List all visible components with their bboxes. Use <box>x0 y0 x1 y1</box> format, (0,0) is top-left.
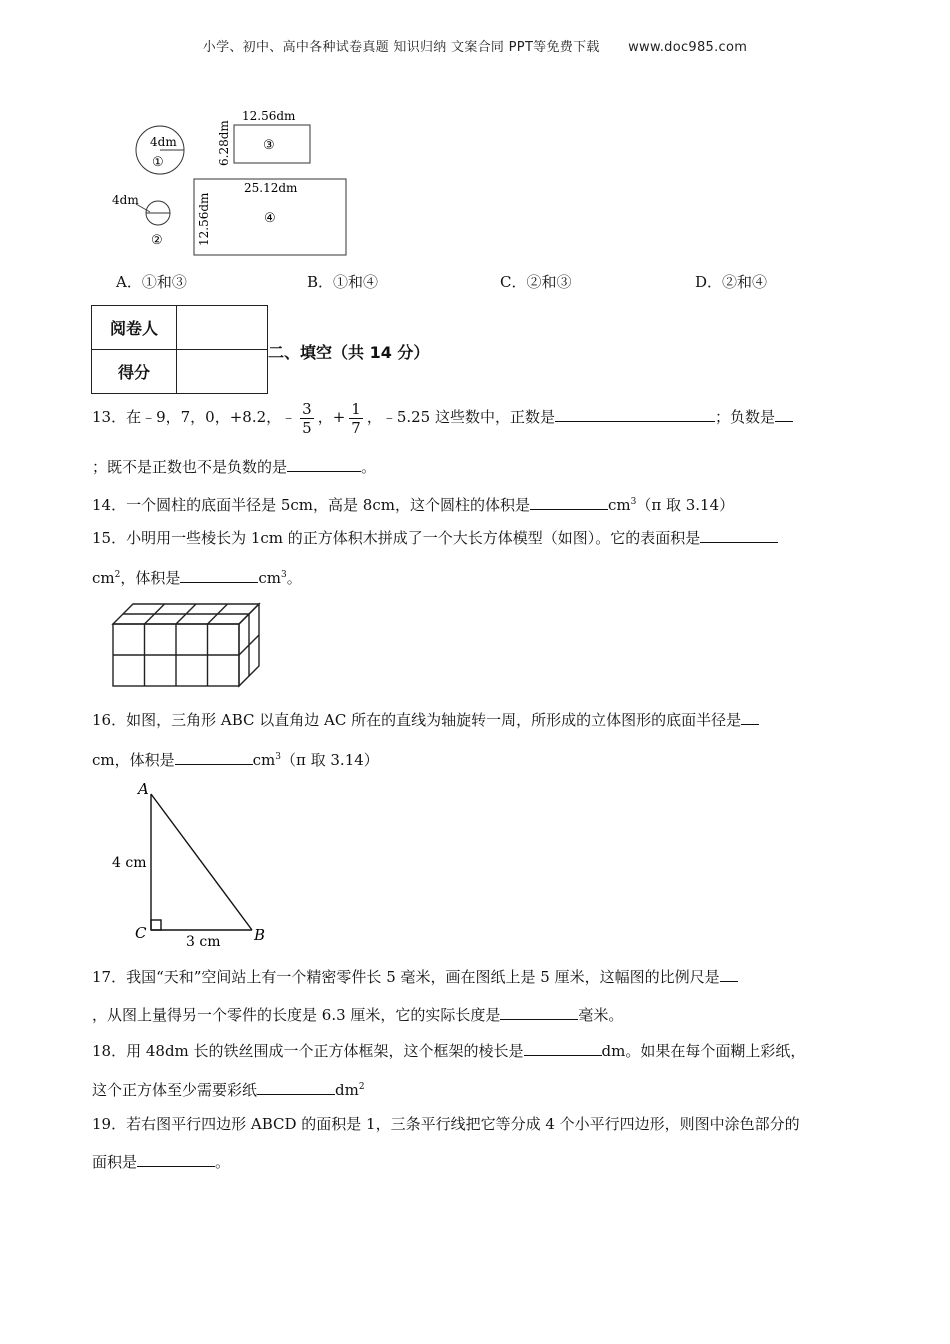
q16-triangle-figure <box>108 778 278 950</box>
q17-blank-length[interactable] <box>500 1005 578 1020</box>
q16-line2: cm，体积是 $cm^3(\pi$ 取 3.14） <box>92 751 379 769</box>
rect-3-height: 6.28dm <box>217 120 231 166</box>
circle-1-label: 4dm <box>150 135 177 149</box>
reviewer-cell[interactable] <box>177 306 268 350</box>
q16-blank-radius[interactable] <box>741 710 759 725</box>
rect-3-width: 12.56dm <box>242 109 296 123</box>
header-text: 小学、初中、高中各种试卷真题 知识归纳 文案合同 PPT等免费下载 <box>202 40 600 55</box>
rect-4-width: 25.12dm <box>244 181 298 195</box>
score-cell[interactable] <box>177 350 268 394</box>
side-cb-label: 3 cm <box>186 934 221 950</box>
q12-figure <box>100 100 360 260</box>
q13-fraction-2: $\frac{1}{7}$ <box>351 399 361 437</box>
q17-blank-scale[interactable] <box>720 967 738 982</box>
q18-blank-paper[interactable] <box>257 1080 335 1095</box>
vertex-b: B <box>254 926 266 944</box>
option-b[interactable]: B．①和④ <box>307 273 379 291</box>
q18-line1: 18．用 48dm 长的铁丝围成一个正方体框架，这个框架的棱长是 dm。如果在每个面糊上彩纸， <box>92 1042 806 1060</box>
q17-line1: 17．我国“天和”空间站上有一个精密零件长 5 毫米，画在图纸上是 5 厘米，这幅图的比例尺是 <box>92 967 738 987</box>
q15-line2: $cm^2$，体积是 $cm^3$。 <box>92 569 302 587</box>
vertex-c: C <box>135 924 147 942</box>
q17-line2: ，从图上量得另一个零件的长度是 6.3 厘米，它的实际长度是 毫米。 <box>92 1006 624 1024</box>
q19-line2: 面积是 。 <box>92 1153 231 1171</box>
circle-1-num: ① <box>152 155 164 170</box>
section-title: 二、填空（共 14 分） <box>268 343 430 362</box>
rect-4-height: 12.56dm <box>197 192 211 246</box>
side-ac-label: 4 cm <box>112 855 147 871</box>
q15-line1: 15．小明用一些棱长为 1cm 的正方体积木拼成了一个大长方体模型（如图）。它的表面积是 <box>92 528 778 548</box>
rect-4-num: ④ <box>264 211 276 226</box>
q13-blank-negative[interactable] <box>775 407 793 422</box>
q18-blank-edge[interactable] <box>524 1041 602 1056</box>
q19-blank-area[interactable] <box>137 1152 215 1167</box>
q18-line2: 这个正方体至少需要彩纸 $dm^2$ <box>92 1081 365 1099</box>
rect-3-num: ③ <box>263 138 275 153</box>
page-header <box>0 36 950 55</box>
header-site: www.doc985.com <box>628 40 748 55</box>
q15-blank-volume[interactable] <box>180 568 258 583</box>
option-d[interactable]: D．②和④ <box>695 273 768 291</box>
q15-cuboid-figure <box>108 598 268 694</box>
vertex-a: A <box>138 780 149 798</box>
q13-fraction-1: $\frac{3}{5}$ <box>302 399 312 437</box>
q13-line2: ；既不是正数也不是负数的是 。 <box>92 458 377 476</box>
option-c[interactable]: C．②和③ <box>500 273 572 291</box>
q13-blank-zero[interactable] <box>287 457 361 472</box>
circle-2-num: ② <box>151 233 163 248</box>
q16-blank-volume[interactable] <box>175 750 253 765</box>
q14-blank[interactable] <box>530 495 608 510</box>
q13-line1: 13．在﹣9，7，0，+8.2，﹣ $\frac{3}{5}$ ，+ $\frac{1}{7}$ ，﹣5.25 这些数中，正数是 ；负数是 <box>92 397 793 437</box>
q13-blank-positive[interactable] <box>555 407 715 422</box>
circle-2-label: 4dm <box>112 193 139 207</box>
q16-line1: 16．如图，三角形 ABC 以直角边 AC 所在的直线为轴旋转一周，所形成的立体图形的底面半径是 <box>92 710 759 730</box>
score-label: 得分 <box>92 350 177 394</box>
grader-table <box>91 305 268 394</box>
q14-line: 14．一个圆柱的底面半径是 5cm，高是 8cm，这个圆柱的体积是 $cm^3(\pi$ 取 3.14） <box>92 496 735 514</box>
option-a[interactable]: A．①和③ <box>116 273 187 291</box>
q15-blank-surface[interactable] <box>700 528 778 543</box>
q19-line1: 19．若右图平行四边形 ABCD 的面积是 1，三条平行线把它等分成 4 个小平行四边形，则图中涂色部分的 <box>92 1115 800 1133</box>
reviewer-label: 阅卷人 <box>92 306 177 350</box>
